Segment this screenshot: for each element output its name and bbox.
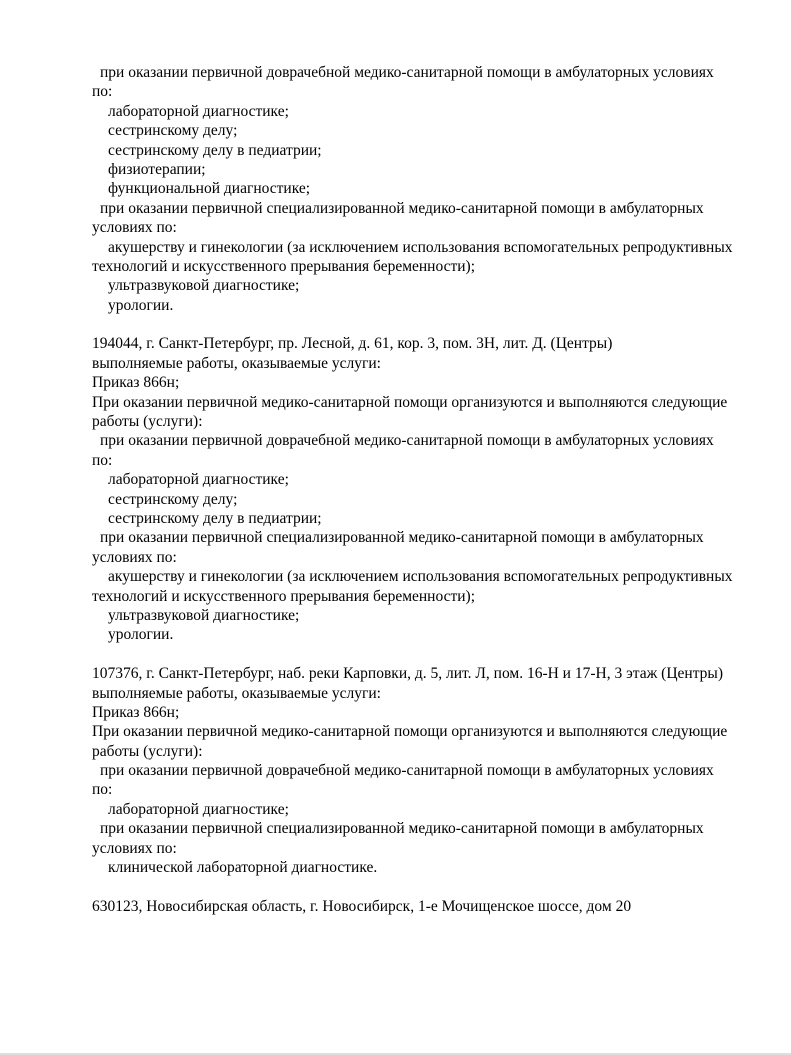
blank-line: [92, 877, 781, 896]
text-line: по:: [92, 781, 113, 799]
text-line: работы (услуги):: [92, 742, 203, 760]
text-line: 630123, Новосибирская область, г. Новосибирск, 1-е Мочищенское шоссе, дом 20: [92, 897, 632, 915]
text-line: при оказании первичной доврачебной медико-санитарной помощи в амбулаторных условиях: [100, 762, 714, 780]
text-line: сестринскому делу в педиатрии;: [108, 141, 322, 159]
text-line: сестринскому делу в педиатрии;: [108, 509, 322, 527]
text-line: технологий и искусственного прерывания беременности);: [92, 587, 476, 605]
text-line: по:: [92, 451, 113, 469]
text-line: технологий и искусственного прерывания беременности);: [92, 257, 476, 275]
text-line: лабораторной диагностике;: [108, 102, 289, 120]
text-line: по:: [92, 83, 113, 101]
text-line: условиях по:: [92, 839, 177, 857]
text-line: выполняемые работы, оказываемые услуги:: [92, 684, 381, 702]
text-line: сестринскому делу;: [108, 490, 238, 508]
blank-line: [92, 315, 781, 334]
text-line: При оказании первичной медико-санитарной помощи организуются и выполняются следующие: [92, 723, 728, 741]
text-line: При оказании первичной медико-санитарной помощи организуются и выполняются следующие: [92, 393, 728, 411]
text-line: клинической лабораторной диагностике.: [108, 859, 378, 877]
text-line: сестринскому делу;: [108, 122, 238, 140]
text-line: физиотерапии;: [108, 160, 206, 178]
text-line: Приказ 866н;: [92, 374, 180, 392]
text-line: Приказ 866н;: [92, 703, 180, 721]
license-text: [92, 63, 781, 916]
text-line: при оказании первичной доврачебной медико-санитарной помощи в амбулаторных условиях: [100, 432, 714, 450]
text-line: ультразвуковой диагностике;: [108, 606, 300, 624]
text-line: при оказании первичной специализированной медико-санитарной помощи в амбулаторных: [100, 820, 704, 838]
text-line: акушерству и гинекологии (за исключением использования вспомогательных репродуктивных: [108, 568, 733, 586]
text-line: 194044, г. Санкт-Петербург, пр. Лесной, д. 61, кор. 3, пом. 3Н, лит. Д. (Центры): [92, 335, 613, 353]
text-line: условиях по:: [92, 219, 177, 237]
text-line: урологии.: [108, 296, 174, 314]
text-line: при оказании первичной доврачебной медико-санитарной помощи в амбулаторных условиях: [100, 64, 714, 81]
text-line: ультразвуковой диагностике;: [108, 277, 300, 295]
text-line: при оказании первичной специализированной медико-санитарной помощи в амбулаторных: [100, 529, 704, 547]
text-line: 107376, г. Санкт-Петербург, наб. реки Карповки, д. 5, лит. Л, пом. 16-Н и 17-Н, 3 этаж (Центры): [92, 665, 723, 683]
text-line: урологии.: [108, 626, 174, 644]
text-line: лабораторной диагностике;: [108, 471, 289, 489]
blank-line: [92, 645, 781, 664]
text-line: работы (услуги):: [92, 413, 203, 431]
text-line: условиях по:: [92, 548, 177, 566]
text-line: выполняемые работы, оказываемые услуги:: [92, 354, 381, 372]
text-line: функциональной диагностике;: [108, 180, 311, 198]
text-line: акушерству и гинекологии (за исключением использования вспомогательных репродуктивных: [108, 238, 733, 256]
text-line: лабораторной диагностике;: [108, 800, 289, 818]
text-line: при оказании первичной специализированной медико-санитарной помощи в амбулаторных: [100, 199, 704, 217]
